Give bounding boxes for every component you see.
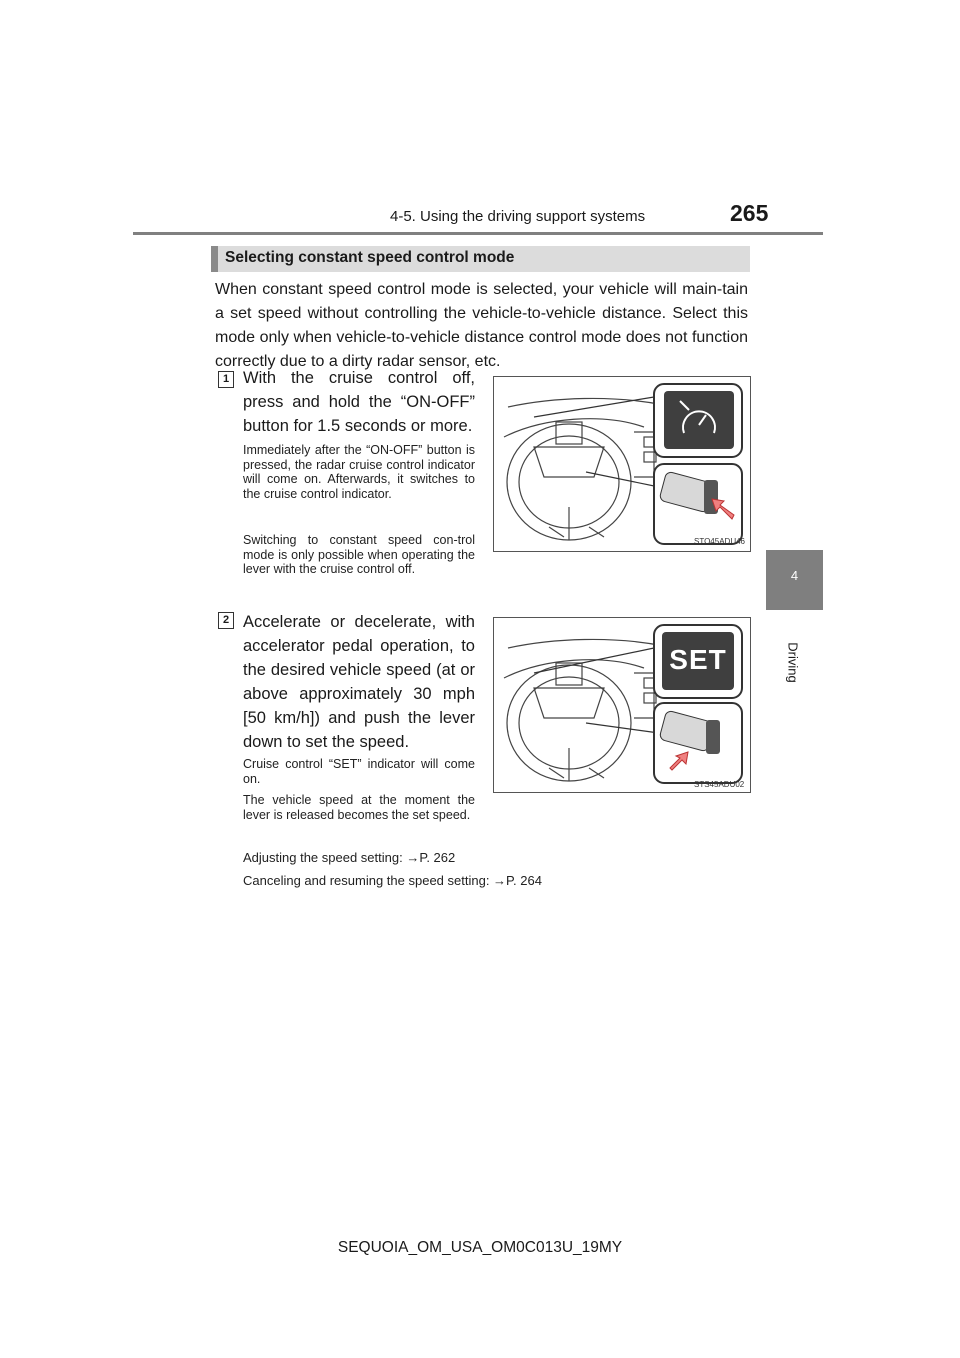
section-intro: When constant speed control mode is selected, your vehicle will main-tain a set speed without controlling the vehicle-to-vehicle distance. Select this mode only when vehicle-to-vehicle distance control mode does not function correctly due to a dirty radar sensor, etc. bbox=[215, 281, 748, 370]
figure-1-code: STO45ADU46 bbox=[694, 537, 745, 546]
step-2-text: Accelerate or decelerate, with accelerator pedal operation, to the desired vehicle speed (at or above approximately 30 mph [50 km/h]) and push the lever down to set the speed. bbox=[243, 613, 475, 751]
page-number: 265 bbox=[730, 200, 769, 226]
step-1-note-2: Switching to constant speed con-trol mode is only possible when operating the lever with the cruise control off. bbox=[243, 533, 475, 576]
reference-adjusting: Adjusting the speed setting: →P. 262 bbox=[243, 850, 456, 865]
step-2-figure bbox=[493, 617, 751, 793]
running-header: 4-5. Using the driving support systems bbox=[390, 208, 646, 225]
step-number-1: 1 bbox=[218, 371, 234, 388]
reference-canceling: Canceling and resuming the speed setting: →P. 264 bbox=[243, 873, 542, 888]
step-1-text: With the cruise control off, press and hold the “ON-OFF” button for 1.5 seconds or more. bbox=[243, 369, 475, 435]
step-2-note-1: Cruise control “SET” indicator will come on. bbox=[243, 757, 475, 786]
chapter-number: 4 bbox=[790, 568, 799, 583]
step-number-2: 2 bbox=[218, 612, 234, 629]
step-2-note-2: The vehicle speed at the moment the lever is released becomes the set speed. bbox=[243, 793, 475, 822]
chapter-label: Driving bbox=[785, 642, 801, 683]
section-title: Selecting constant speed control mode bbox=[225, 249, 515, 266]
set-indicator: SET bbox=[669, 644, 727, 675]
steering-wheel-illustration bbox=[494, 377, 750, 551]
figure-2-code: STS45ADU02 bbox=[694, 780, 745, 789]
document-code: SEQUOIA_OM_USA_OM0C013U_19MY bbox=[337, 1239, 623, 1256]
step-1-note-1: Immediately after the “ON-OFF” button is pressed, the radar cruise control indicator will come on. Afterwards, it switches to the cruise control indicator. bbox=[243, 443, 475, 501]
header-rule bbox=[133, 232, 823, 235]
step-1-figure bbox=[493, 376, 751, 552]
